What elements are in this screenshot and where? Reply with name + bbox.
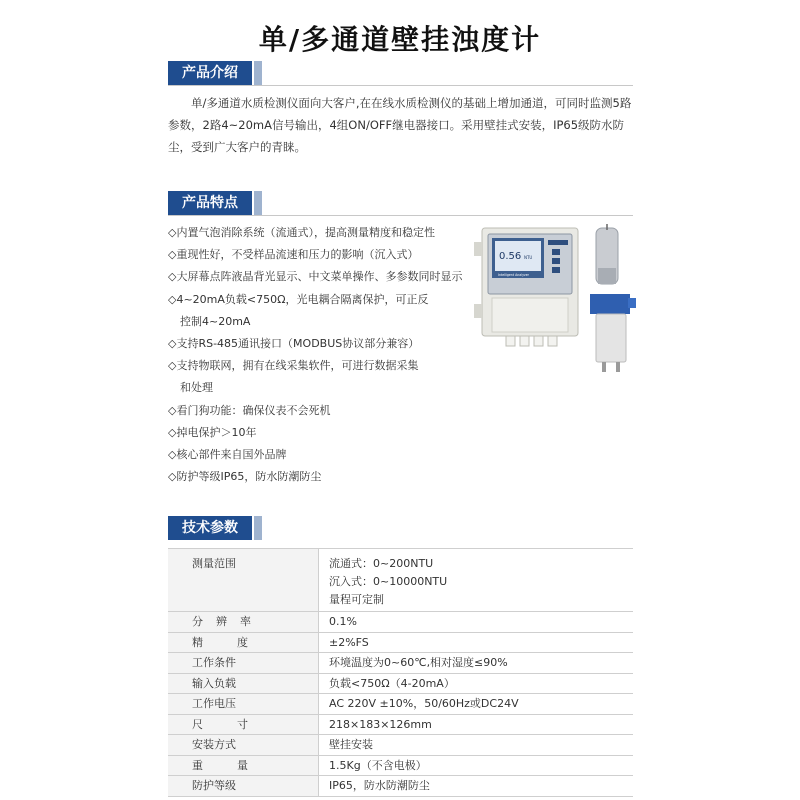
feature-item: 和处理 [180, 381, 213, 395]
cable-gland [534, 336, 543, 346]
feature-item: ◇大屏幕点阵液晶背光显示、中文菜单操作、多参数同时显示 [168, 270, 463, 284]
spec-row [168, 549, 633, 612]
section-divider [168, 85, 633, 86]
section-divider [168, 215, 633, 216]
feature-item: ◇核心部件来自国外品牌 [168, 447, 287, 461]
terminal-cover [492, 298, 568, 332]
feature-item: ◇掉电保护＞10年 [168, 425, 257, 439]
section-heading-features [168, 191, 262, 215]
spec-key: 精度 [192, 635, 282, 649]
section-heading-label: 产品介绍 [168, 61, 252, 85]
key-up [552, 249, 560, 255]
spec-key: 工作电压 [192, 697, 236, 710]
spec-row [168, 735, 633, 756]
spec-value: 壁挂安装 [319, 735, 634, 756]
spec-row [168, 653, 633, 674]
cable-gland [548, 336, 557, 346]
section-heading-label: 产品特点 [168, 191, 252, 215]
feature-item: ◇4~20mA负载<750Ω，光电耦合隔离保护，可正反 [168, 292, 429, 306]
spec-value: AC 220V ±10%，50/60Hz或DC24V [319, 694, 634, 715]
product-image [470, 222, 640, 382]
panel-brand: Intelligent Analyzer [498, 273, 529, 277]
feature-item: ◇支持物联网，拥有在线采集软件，可进行数据采集 [168, 359, 419, 373]
spec-value: IP65，防水防潮防尘 [319, 776, 634, 797]
section-heading-specs [168, 516, 262, 540]
feature-item: ◇支持RS-485通讯接口（MODBUS协议部分兼容） [168, 336, 420, 350]
spec-row [168, 632, 633, 653]
spec-value: 流通式：0~200NTU [329, 557, 434, 570]
lcd-value: 0.56 [499, 251, 522, 262]
spec-key: 安装方式 [192, 738, 236, 751]
spec-key: 分辨率 [192, 615, 264, 628]
feature-item: ◇重现性好，不受样品流速和压力的影响（沉入式） [168, 248, 419, 262]
key-menu [548, 240, 568, 245]
spec-value: 负载<750Ω（4-20mA） [319, 673, 634, 694]
intro-paragraph: 单/多通道水质检测仪面向大客户,在在线水质检测仪的基础上增加通道，可同时监测5路参数，2路4~20mA信号输出，4组ON/OFF继电器接口。采用壁挂式安装，IP65级防水防尘，受到广大客户的青睐。 [168, 96, 632, 154]
spec-value: 沉入式：0~10000NTU [329, 575, 448, 588]
key-ok [552, 258, 560, 264]
spec-key: 防护等级 [192, 779, 236, 792]
spec-key: 输入负载 [192, 676, 236, 690]
spec-row [168, 776, 633, 797]
feature-list [168, 222, 468, 488]
mount-bracket [474, 304, 482, 318]
page-title: 单/多通道壁挂浊度计 [258, 23, 542, 56]
spec-value: 环境温度为0~60℃,相对湿度≤90% [319, 653, 634, 674]
spec-key: 工作条件 [192, 656, 236, 669]
spec-row [168, 714, 633, 735]
spec-key: 测量范围 [192, 557, 236, 570]
spec-table [168, 548, 633, 797]
section-heading-label: 技术参数 [168, 516, 252, 540]
spec-row [168, 694, 633, 715]
flow-sensor [590, 294, 636, 372]
spec-row [168, 612, 633, 633]
spec-value: ±2%FS [319, 632, 634, 653]
cable-gland [506, 336, 515, 346]
feature-item: ◇内置气泡消除系统（流通式），提高测量精度和稳定性 [168, 226, 435, 239]
lcd-unit: NTU [524, 255, 533, 260]
immersion-sensor [596, 224, 618, 284]
section-heading-intro [168, 61, 262, 85]
spec-row [168, 755, 633, 776]
feature-item: ◇看门狗功能：确保仪表不会死机 [168, 403, 331, 417]
feature-item: 控制4~20mA [180, 314, 251, 328]
heading-accent-bar [254, 191, 262, 215]
spec-value: 0.1% [319, 612, 634, 633]
cable-gland [520, 336, 529, 346]
mount-bracket [474, 242, 482, 256]
key-down [552, 267, 560, 273]
spec-row [168, 673, 633, 694]
spec-key: 尺寸 [192, 717, 282, 731]
heading-accent-bar [254, 61, 262, 85]
spec-value: 1.5Kg（不含电极） [319, 755, 634, 776]
feature-item: ◇防护等级IP65，防水防潮防尘 [168, 470, 322, 484]
heading-accent-bar [254, 516, 262, 540]
spec-value: 218×183×126mm [319, 714, 634, 735]
spec-value: 量程可定制 [329, 593, 384, 606]
spec-key: 重量 [192, 758, 282, 772]
